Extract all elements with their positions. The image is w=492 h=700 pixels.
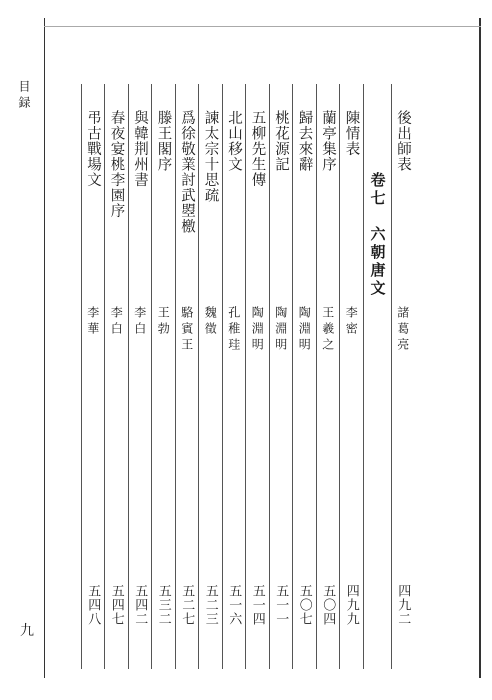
toc-entry bbox=[391, 84, 415, 669]
toc-author: 駱賓王 bbox=[179, 306, 194, 354]
toc-title: 與韓荆州書 bbox=[132, 110, 148, 188]
toc-page: 五四七 bbox=[108, 584, 124, 626]
toc-page: 五二七 bbox=[179, 584, 195, 626]
toc-entry bbox=[245, 84, 269, 669]
toc-title: 五柳先生傳 bbox=[249, 110, 266, 188]
toc-author: 陶淵明 bbox=[297, 306, 312, 354]
toc-page: 五一一 bbox=[273, 584, 289, 626]
toc-page: 五三二 bbox=[155, 584, 171, 626]
toc-title: 桃花源記 bbox=[273, 110, 289, 172]
toc-entry bbox=[198, 84, 222, 669]
toc-title: 滕王閣序 bbox=[155, 110, 172, 172]
toc-page: 五二三 bbox=[202, 584, 218, 626]
toc-entry bbox=[292, 84, 316, 669]
toc-author: 孔稚珪 bbox=[226, 306, 241, 354]
toc-author: 諸葛亮 bbox=[395, 306, 410, 354]
toc-author: 王勃 bbox=[156, 306, 171, 338]
toc-title: 弔古戰場文 bbox=[85, 110, 101, 188]
toc-author: 魏徵 bbox=[203, 306, 218, 338]
toc-title: 卷七 六朝唐文 bbox=[368, 172, 387, 298]
toc-author: 李密 bbox=[344, 306, 359, 338]
toc-title: 春夜宴桃李園序 bbox=[108, 110, 125, 219]
page-number: 九 bbox=[20, 623, 34, 639]
toc-page: 五〇四 bbox=[320, 584, 336, 626]
toc-page: 四九二 bbox=[395, 584, 411, 626]
toc-title: 諫太宗十思疏 bbox=[202, 110, 219, 203]
toc-entry bbox=[339, 84, 363, 669]
toc-author: 李華 bbox=[85, 306, 100, 338]
toc-entry bbox=[175, 84, 199, 669]
toc-title: 爲徐敬業討武曌檄 bbox=[179, 110, 195, 234]
toc-page: 五一六 bbox=[226, 584, 242, 626]
toc-author: 王羲之 bbox=[320, 306, 335, 354]
toc-entry bbox=[316, 84, 340, 669]
top-rule bbox=[44, 26, 481, 27]
toc-title: 後出師表 bbox=[395, 110, 411, 172]
toc-title: 蘭亭集序 bbox=[320, 110, 336, 172]
margin-label: 目録 bbox=[17, 80, 31, 112]
toc-columns bbox=[81, 84, 415, 669]
toc-section-heading bbox=[363, 84, 391, 669]
toc-entry bbox=[222, 84, 246, 669]
toc-entry bbox=[104, 84, 128, 669]
toc-entry bbox=[81, 84, 105, 669]
toc-page: 四九九 bbox=[343, 584, 359, 626]
toc-entry bbox=[128, 84, 152, 669]
toc-author: 陶淵明 bbox=[273, 306, 288, 354]
toc-page: 五四八 bbox=[85, 584, 101, 626]
toc-page: 五四二 bbox=[132, 584, 148, 626]
toc-entry bbox=[269, 84, 293, 669]
toc-title: 歸去來辭 bbox=[296, 110, 313, 172]
toc-title: 北山移文 bbox=[226, 110, 242, 172]
toc-page: 五〇七 bbox=[296, 584, 312, 626]
toc-title: 陳情表 bbox=[343, 110, 360, 157]
toc-page: 五一四 bbox=[249, 584, 265, 626]
toc-author: 李白 bbox=[109, 306, 124, 338]
toc-entry bbox=[151, 84, 175, 669]
toc-author: 陶淵明 bbox=[250, 306, 265, 354]
toc-author: 李白 bbox=[132, 306, 147, 338]
